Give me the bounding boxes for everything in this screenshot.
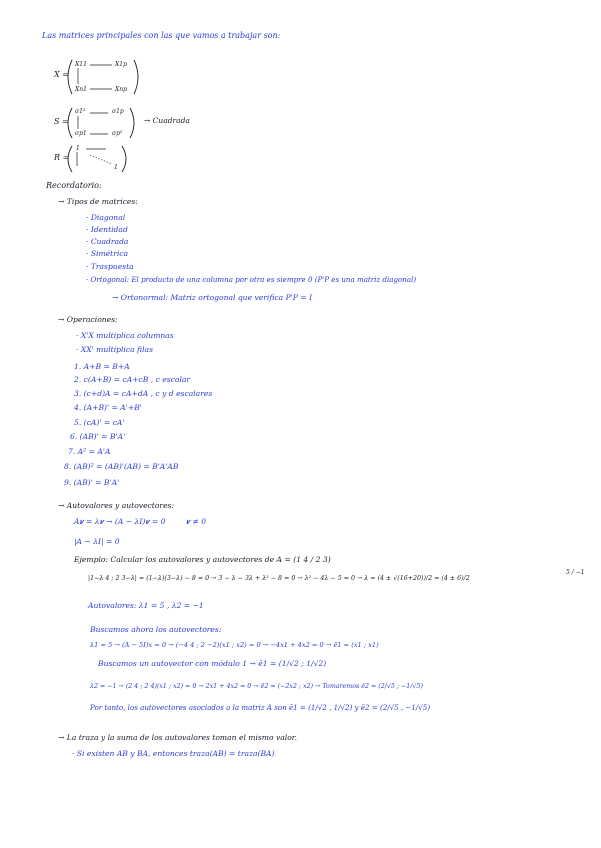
list-item: · XX' multiplica filas: [76, 345, 153, 354]
equation: |A − λI| = 0: [74, 537, 120, 546]
matrix-x-cell: Xnp: [115, 86, 127, 93]
modulo-line: Buscamos un autovector con módulo 1 → ē1 = (1/√2 ; 1/√2): [98, 659, 327, 668]
matrix-s-note: → Cuadrada: [144, 116, 190, 125]
determinant-calc: |1−λ 4 ; 2 3−λ| = (1−λ)(3−λ) − 8 = 0 → 3 − λ − 3λ + λ² − 8 = 0 → λ² − 4λ − 5 = 0 → λ = (4 ± √(16+20))/2 = (4 ± 6)/2: [88, 575, 470, 582]
list-item: · Diagonal: [86, 213, 126, 222]
matrix-s-label: S =: [54, 117, 69, 126]
list-item: 1. A+B = B+A: [74, 362, 130, 371]
subsection-title: → Operaciones:: [58, 315, 118, 324]
list-item: · Traspuesta: [86, 262, 134, 271]
matrix-x: [54, 58, 144, 96]
list-item: 6. (AB)' = B'A': [70, 432, 126, 441]
matrix-s: [54, 106, 214, 140]
autovalores-result: Autovalores: λ1 = 5 , λ2 = −1: [88, 601, 204, 610]
example-title: Ejemplo: Calcular los autovalores y autovectores de A = (1 4 / 2 3): [74, 555, 331, 564]
subsection-title: → Autovalores y autovectores:: [58, 501, 175, 510]
matrix-r-label: R =: [54, 153, 70, 162]
list-item: 9. (AB)' = B'A': [64, 478, 120, 487]
conclusion: Por tanto, los autovectores asociados a la matriz A son ē1 = (1/√2 , 1/√2) y ē2 = (2/√5 , −1/√5): [90, 703, 431, 712]
matrix-s-cell: σ1²: [75, 108, 86, 115]
matrix-s-cell: σp1: [75, 130, 87, 137]
matrix-x-label: X =: [54, 70, 69, 79]
matrix-r: [54, 144, 144, 174]
matrix-r-cell: 1: [114, 164, 118, 171]
matrix-x-cell: Xn1: [75, 86, 87, 93]
list-item: · Simétrica: [86, 249, 129, 258]
matrix-x-cell: X11: [75, 61, 87, 68]
list-item: 8. (AB)² = (AB)'(AB) = B'A'AB: [64, 462, 179, 471]
lambda2-calc: λ2 = −1 → (2 4 ; 2 4)(x1 ; x2) = 0 → 2x1 + 4x2 = 0 → ē2 = (−2x2 ; x2) → Tomaremos ē2 = (2/√5 ; −1/√5): [90, 683, 423, 690]
traza-line: → La traza y la suma de los autovalores toman el mismo valor.: [58, 733, 298, 742]
list-item: 4. (A+B)' = A'+B': [74, 403, 142, 412]
equation-note: 𝒗 ≠ 0: [186, 517, 207, 526]
traza-line: · Si existen AB y BA, entonces traza(AB) = traza(BA): [72, 749, 275, 758]
list-item: 2. c(A+B) = cA+cB , c escalar: [74, 375, 191, 384]
lambda1-calc: λ1 = 5 → (A − 5I)x = 0 → (−4 4 ; 2 −2)(x1 ; x2) = 0 → −4x1 + 4x2 = 0 → ē1 = (x1 ; x1): [90, 641, 379, 649]
list-item: · Identidad: [86, 225, 128, 234]
list-item: 3. (c+d)A = cA+dA , c y d escalares: [74, 389, 213, 398]
autovectores-intro: Buscamos ahora los autovectores:: [90, 625, 222, 634]
matrix-s-cell: σp²: [112, 130, 123, 137]
subsection-title: → Tipos de matrices:: [58, 197, 138, 206]
list-item: · Cuadrada: [86, 237, 129, 246]
matrix-x-cell: X1p: [115, 61, 127, 68]
roots: 5 / −1: [566, 569, 585, 576]
matrix-r-cell: 1: [76, 145, 80, 152]
matrix-s-cell: σ1p: [112, 108, 124, 115]
list-item: 5. (cA)' = cA': [74, 418, 125, 427]
list-item: 7. A² = A'A: [68, 447, 111, 456]
section-title: Recordatorio:: [46, 181, 102, 190]
matrix-x-brackets: [54, 58, 144, 96]
equation: A𝒗 = λ𝒗 → (A − λI)𝒗 = 0: [74, 517, 166, 526]
ortonormal-line: → Ortonormal: Matriz ortogonal que verifica P'P = I: [112, 293, 313, 302]
list-item: · Ortogonal: El producto de una columna por otra es siempre 0 (P'P es una matriz diagonal): [86, 275, 417, 284]
page-title: Las matrices principales con las que vamos a trabajar son:: [42, 31, 281, 40]
matrix-r-brackets: [54, 144, 144, 174]
list-item: · X'X multiplica columnas: [76, 331, 174, 340]
